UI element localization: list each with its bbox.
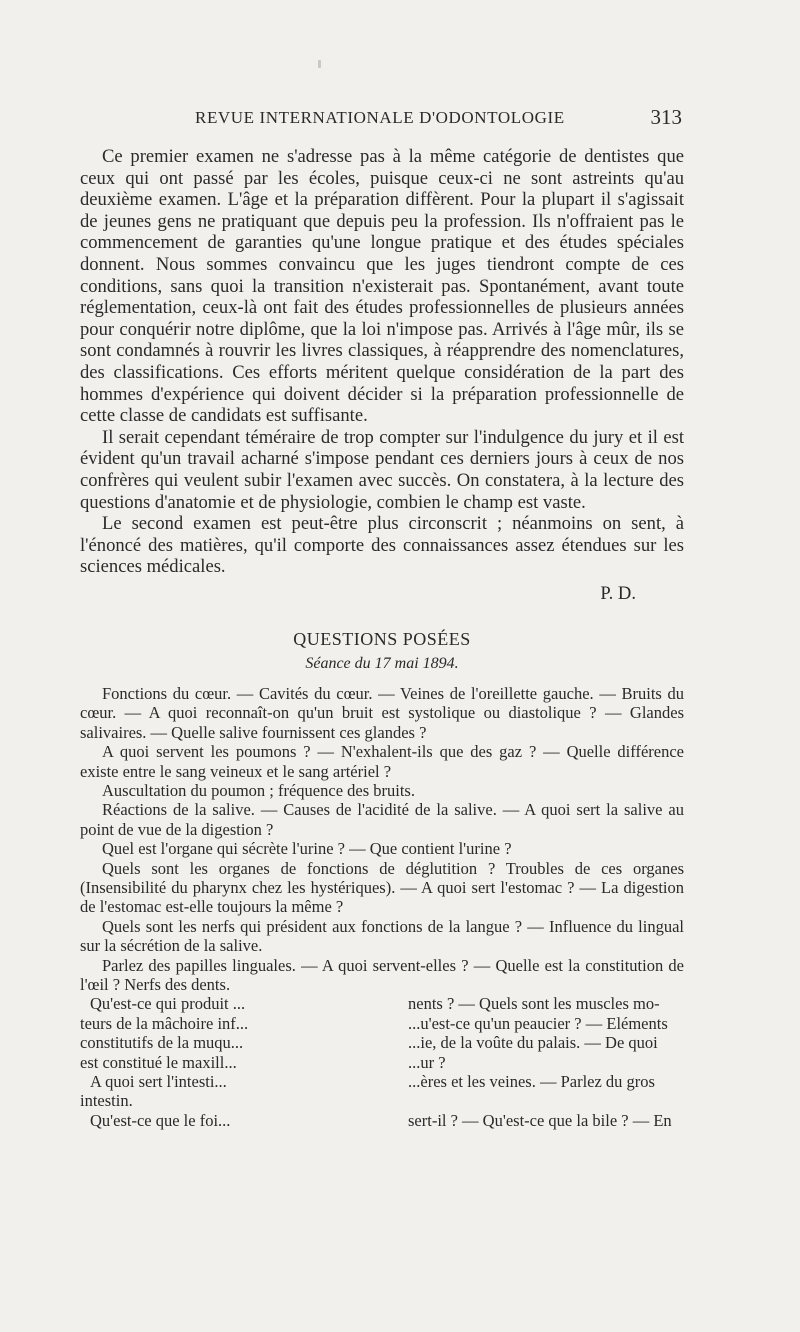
question-item: Quels sont les organes de fonctions de déglutition ? Troubles de ces organes (Insensibilité du pharynx chez les hystériques). — A quoi sert l'estomac ? — La digestion de l'estomac est-elle toujours la même ? (80, 858, 684, 917)
fragment-line: A quoi sert l'intesti... (90, 1072, 227, 1091)
questions-list (80, 684, 684, 995)
fragment-line: intestin. (80, 1091, 133, 1111)
paragraph: Ce premier examen ne s'adresse pas à la même catégorie de dentistes que ceux qui ont passé par les écoles, puisque ceux-ci ne sont astreints qu'au deuxième examen. L'âge et la préparation diffèrent. Pour la plupart il s'agissait de jeunes gens ne pratiquant que depuis peu la profession. Ils n'offraient pas le commencement de garanties qu'une longue pratique et des études spéciales donnent. Nous sommes convaincu que les juges tiendront compte de ces conditions, sans quoi la transition n'existerait pas. Spontanément, avant toute réglementation, ceux-là ont fait des études professionnelles de plusieurs années pour conquérir notre diplôme, que la loi n'impose pas. Arrivés à l'âge mûr, ils se sont condamnés à rouvrir les livres classiques, à réapprendre des nomenclatures, des classifications. Ces efforts méritent quelque considération de la part des hommes d'expérience qui doivent décider si la préparation professionnelle de cette classe de candidats est suffisante. (80, 146, 684, 427)
fragment-line: sert-il ? — Qu'est-ce que la bile ? — En (408, 1110, 672, 1130)
running-header (80, 105, 686, 136)
author-signature: P. D. (600, 582, 636, 604)
fragment-line: ...u'est-ce qu'un peaucier ? — Eléments (408, 1013, 668, 1033)
page-number: 313 (650, 105, 682, 129)
fragment-line: Qu'est-ce qui produit ... (90, 994, 246, 1014)
question-item: Parlez des papilles linguales. — A quoi servent-elles ? — Quelle est la constitution de l'œil ? Nerfs des dents. (80, 955, 684, 994)
question-item: Auscultation du poumon ; fréquence des bruits. (102, 780, 415, 800)
paragraph: Le second examen est peut-être plus circonscrit ; néanmoins on sent, à l'énoncé des matières, qu'il comporte des connaissances assez étendues sur les sciences médicales. (80, 513, 684, 578)
fragment-line: est constitué le maxill... (80, 1052, 237, 1072)
question-item: Quels sont les nerfs qui président aux fonctions de la langue ? — Influence du lingual sur la sécrétion de la salive. (80, 916, 684, 956)
article-text (80, 146, 684, 606)
question-item: A quoi servent les poumons ? — N'exhalent-ils que des gaz ? — Quelle différence existe entre le sang veineux et le sang artériel ? (80, 742, 684, 781)
question-item: Réactions de la salive. — Causes de l'acidité de la salive. — A quoi sert la salive au point de vue de la digestion ? (80, 800, 684, 839)
right-fragment-column (408, 994, 684, 1130)
left-fragment-column (80, 994, 312, 1130)
fragment-line: constitutifs de la muqu... (80, 1033, 244, 1053)
page-body (80, 146, 684, 1130)
scan-speck (318, 60, 321, 68)
fragment-line: teurs de la mâchoire inf... (80, 1013, 249, 1033)
fragment-line: ...ur ? (408, 1052, 446, 1072)
paragraph: Il serait cependant téméraire de trop compter sur l'indulgence du jury et il est évident qu'un travail acharné s'impose pendant ces derniers jours à ceux de nos confrères qui veulent subir l'examen avec succès. On constatera, à la lecture des questions d'anatomie et de physiologie, combien le champ est vaste. (80, 426, 684, 513)
fragment-line (408, 1091, 684, 1110)
fragment-line: Qu'est-ce que le foi... (90, 1110, 231, 1130)
question-item: Fonctions du cœur. — Cavités du cœur. — Veines de l'oreillette gauche. — Bruits du cœur. — A quoi reconnaît-on qu'un bruit est systolique ou diastolique ? — Glandes salivaires. — Quelle salive fournissent ces glandes ? (80, 683, 684, 742)
damaged-text-block (80, 994, 684, 1130)
fragment-line: ...ères et les veines. — Parlez du gros (408, 1072, 655, 1091)
question-item: Quel est l'organe qui sécrète l'urine ? — Que contient l'urine ? (102, 839, 512, 859)
journal-title: REVUE INTERNATIONALE D'ODONTOLOGIE (195, 108, 565, 127)
questions-heading: QUESTIONS POSÉES (293, 628, 471, 649)
fragment-line: ...ie, de la voûte du palais. — De quoi (408, 1033, 658, 1053)
session-date: Séance du 17 mai 1894. (305, 654, 459, 672)
fragment-line: nents ? — Quels sont les muscles mo- (408, 994, 660, 1014)
